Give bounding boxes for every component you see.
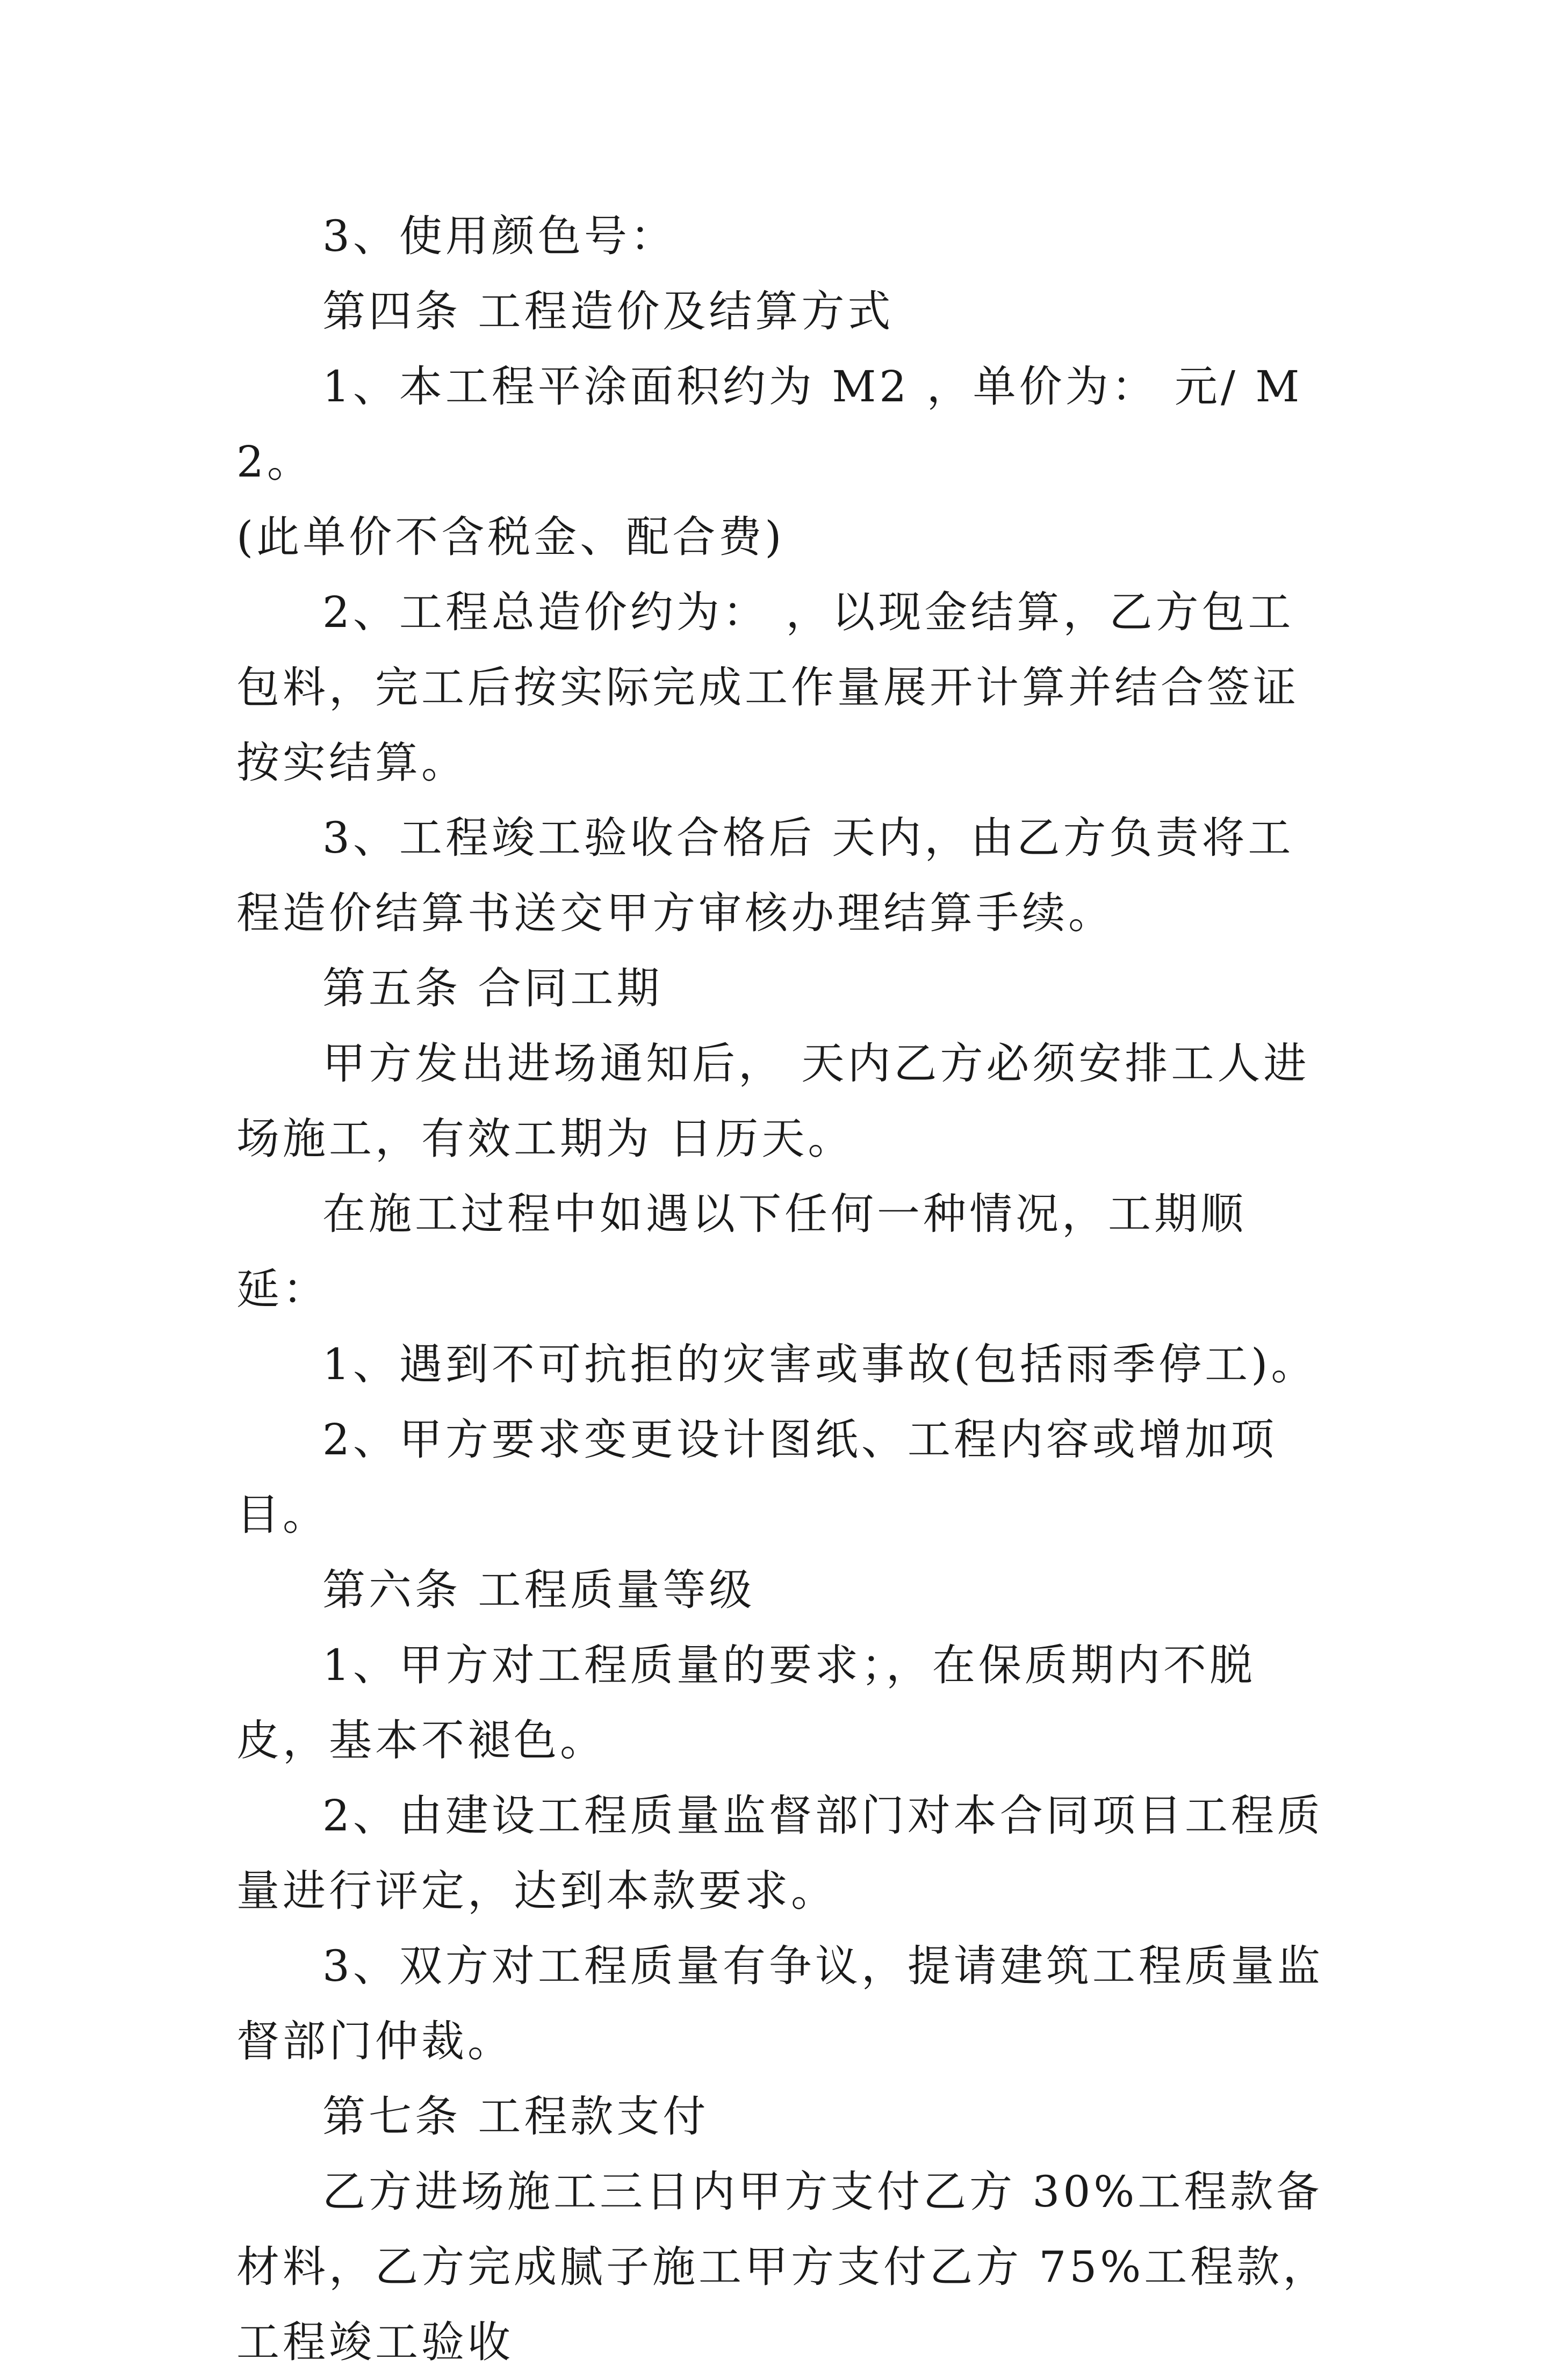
- heading-article-7: 第七条 工程款支付: [322, 2091, 709, 2141]
- heading-article-4: 第四条 工程造价及结算方式: [322, 286, 894, 336]
- paragraph-extension-cases: 在施工过程中如遇以下任何一种情况，工期顺延：: [236, 1189, 1247, 1314]
- paragraph-price-note: (此单价不含税金、配合费): [236, 512, 785, 562]
- paragraph-force-majeure: 1、遇到不可抗拒的灾害或事故(包括雨季停工)。: [322, 1339, 1318, 1389]
- paragraph-quality-evaluation: 2、由建设工程质量监督部门对本合同项目工程质量进行评定，达到本款要求。: [236, 1791, 1323, 1916]
- paragraph-area-price: 1、本工程平涂面积约为 M2 ，单价为： 元/ M2。: [236, 362, 1303, 487]
- paragraph-color-number: 3、使用颜色号：: [322, 211, 676, 261]
- paragraph-settlement: 3、工程竣工验收合格后 天内，由乙方负责将工程造价结算书送交甲方审核办理结算手续。: [236, 813, 1294, 938]
- paragraph-start-notice: 甲方发出进场通知后， 天内乙方必须安排工人进场施工，有效工期为 日历天。: [236, 1038, 1310, 1164]
- document-body: [236, 199, 1333, 2380]
- paragraph-payment: 乙方进场施工三日内甲方支付乙方 30%工程款备材料，乙方完成腻子施工甲方支付乙方 75%工程款，工程竣工验收: [236, 2167, 1329, 2367]
- paragraph-design-change: 2、甲方要求变更设计图纸、工程内容或增加项目。: [236, 1415, 1277, 1540]
- heading-article-6: 第六条 工程质量等级: [322, 1565, 755, 1615]
- heading-article-5: 第五条 合同工期: [322, 963, 663, 1013]
- paragraph-total-cost: 2、工程总造价约为： ，以现金结算，乙方包工包料，完工后按实际完成工作量展开计算并结合签证按实结算。: [236, 587, 1299, 788]
- paragraph-quality-requirement: 1、甲方对工程质量的要求；，在保质期内不脱皮，基本不褪色。: [236, 1640, 1256, 1765]
- paragraph-quality-dispute: 3、双方对工程质量有争议，提请建筑工程质量监督部门仲裁。: [236, 1941, 1323, 2066]
